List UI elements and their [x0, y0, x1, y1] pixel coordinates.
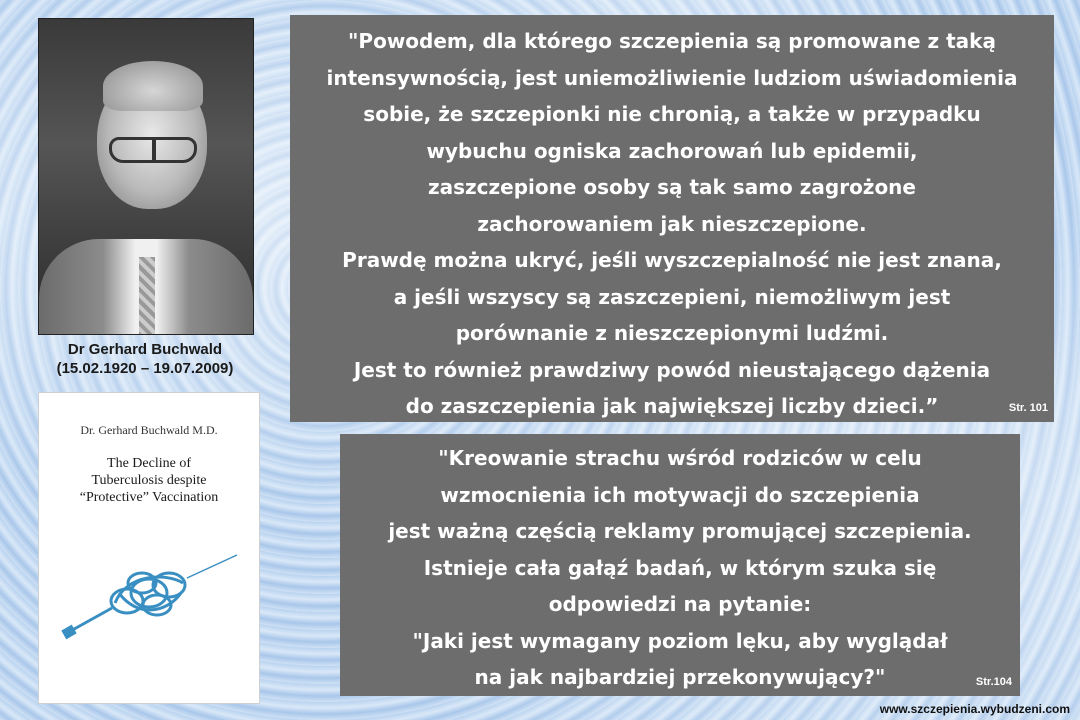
quote-line: wybuchu ogniska zachorowań lub epidemii, — [426, 138, 918, 163]
book-title-line: “Protective” Vaccination — [79, 490, 219, 505]
book-title-line: Tuberculosis despite — [91, 473, 207, 488]
quote-line: wzmocnienia ich motywacji do szczepienia — [440, 482, 920, 507]
quote-panel-2 — [340, 434, 1020, 696]
portrait-tie — [139, 257, 155, 335]
portrait-photo — [38, 18, 254, 335]
quote-line: "Jaki jest wymagany poziom lęku, aby wyglądał — [412, 628, 948, 653]
quote-line: zaszczepione osoby są tak samo zagrożone — [428, 175, 916, 199]
quote-line: sobie, że szczepionki nie chronią, a także w przypadku — [363, 102, 981, 126]
quote-line: jest ważną częścią reklamy promującej szczepienia. — [388, 519, 972, 543]
quote-line: zachorowaniem jak nieszczepione. — [477, 211, 867, 236]
syringe-icon — [57, 553, 247, 643]
portrait-caption — [22, 340, 268, 378]
quote-line: "Powodem, dla którego szczepienia są promowane z taką — [348, 29, 996, 53]
quote-2-text — [340, 434, 1020, 696]
quote-line: intensywnością, jest uniemożliwienie ludziom uświadomienia — [326, 65, 1018, 90]
quote-line: odpowiedzi na pytanie: — [548, 592, 812, 616]
page-reference: Str. 101 — [1008, 402, 1048, 414]
quote-panel-1 — [290, 15, 1054, 422]
person-name: Dr Gerhard Buchwald — [67, 341, 223, 358]
quote-line: "Kreowanie strachu wśród rodziców w celu — [438, 446, 922, 470]
quote-1-text — [290, 15, 1054, 425]
quote-line: do zaszczepienia jak największej liczby dzieci.” — [405, 394, 939, 418]
person-dates: (15.02.1920 – 19.07.2009) — [56, 360, 234, 377]
portrait-glasses — [109, 137, 197, 163]
portrait-hair — [103, 61, 203, 111]
quote-line: porównanie z nieszczepionymi ludźmi. — [455, 321, 889, 345]
book-cover — [38, 392, 260, 704]
book-title-line: The Decline of — [107, 456, 191, 471]
quote-line: Jest to również prawdziwy powód nieustającego dążenia — [353, 357, 991, 382]
page-reference: Str.104 — [975, 676, 1012, 688]
website-link[interactable]: www.szczepienia.wybudzeni.com — [879, 702, 1070, 716]
quote-line: na jak najbardziej przekonywujący?" — [474, 665, 886, 689]
quote-line: a jeśli wszyscy są zaszczepieni, niemożliwym jest — [393, 284, 951, 309]
book-title — [49, 455, 249, 506]
quote-line: Prawdę można ukryć, jeśli wyszczepialność nie jest znana, — [342, 248, 1002, 272]
book-author: Dr. Gerhard Buchwald M.D. — [80, 423, 218, 437]
quote-line: Istnieje cała gałąź badań, w którym szuka się — [423, 555, 937, 580]
